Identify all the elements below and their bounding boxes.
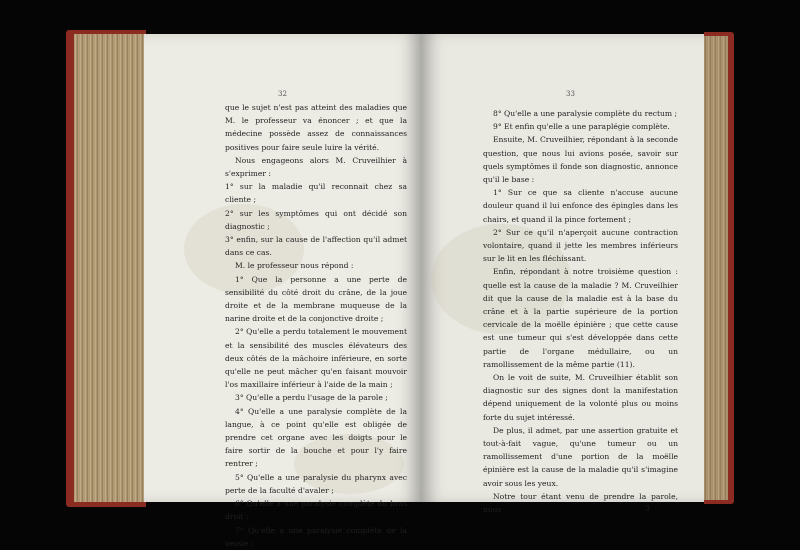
paragraph: 2° sur les symptômes qui ont décidé son diagnostic ; (225, 208, 407, 231)
paragraph: 5° Qu'elle a une paralysie du pharynx avec perte de la faculté d'avaler ; (225, 472, 407, 495)
left-page-text (225, 101, 407, 550)
paragraph: 2° Sur ce qu'il n'aperçoit aucune contraction volontaire, quand il jette les membres inférieurs sur le lit en les fléchissant. (483, 227, 678, 264)
left-page (144, 34, 421, 548)
paragraph: De plus, il admet, par une assertion gratuite et tout-à-fait vague, qu'une tumeur ou un ramollissement d'une portion de la moëlle épinière est la cause de la maladie qu'il s'imagine avoir sous les yeux. (483, 425, 678, 488)
paragraph: 8° Qu'elle a une paralysie complète du rectum ; (493, 109, 678, 118)
paragraph: 1° Sur ce que sa cliente n'accuse aucune douleur quand il lui enfonce des épingles dans les chairs, et quand il la pince fortement ; (483, 188, 678, 224)
paragraph: 4° Qu'elle a une paralysie complète de la langue, à ce point qu'elle est obligée de prendre cet organe avec les doigts pour le faire sortir de la bouche et pour l'y faire rentrer ; (225, 406, 407, 469)
paragraph: Notre tour étant venu de prendre la parole, nous (483, 491, 678, 515)
right-page-text (483, 107, 678, 517)
paragraph: M. le professeur nous répond : (235, 261, 354, 271)
paragraph: 6° Qu'elle a une paralysie complète du bras droit ; (225, 499, 407, 522)
page-number: 33 (566, 90, 575, 98)
paragraph: 9° Et enfin qu'elle a une paraplégie complète. (493, 122, 670, 132)
page-edges-right (702, 36, 728, 500)
paragraph: que le sujet n'est pas atteint des maladies que M. le professeur va énoncer ; et que la médecine possède assez de connaissances positives pour faire seule luire la vérité. (225, 103, 407, 152)
open-book (66, 30, 734, 548)
signature-mark: 3 (645, 505, 650, 514)
paragraph: 1° Que la personne a une perte de sensibilité du côté droit du crâne, de la joue droite et de la membrane muqueuse de la narine droite et de la conjonctive droite ; (225, 274, 407, 324)
paragraph: 1° sur la maladie qu'il reconnait chez sa cliente ; (225, 182, 407, 205)
paragraph: Nous engageons alors M. Cruveilhier à s'exprimer : (225, 155, 407, 179)
paragraph: 3° Qu'elle a perdu l'usage de la parole ; (235, 393, 388, 403)
paragraph: Enfin, répondant à notre troisième question : quelle est la cause de la maladie ? M. Cruveilhier dit que la cause de la maladie est à la base du crâne et à la partie supérieure de la portion cervicale de la moëlle épinière ; que cette cause est une tumeur qui s'est développée dans cette partie de l'organe médullaire, ou un ramollissement de la même partie (11). (483, 267, 678, 369)
page-edges-left (74, 34, 146, 502)
paragraph: Ensuite, M. Cruveilhier, répondant à la seconde question, que nous lui avions posée, savoir sur quels symptômes il fonde son diagnostic, annonce qu'il le base : (483, 135, 678, 185)
paragraph: On le voit de suite, M. Cruveilhier établit son diagnostic sur des signes dont la manifestation dépend uniquement de la volonté plus ou moins forte du sujet intéressé. (483, 373, 678, 422)
right-page (421, 34, 704, 515)
paragraph: 3° enfin, sur la cause de l'affection qu'il admet dans ce cas. (225, 235, 407, 258)
page-number: 32 (278, 90, 287, 98)
paragraph: 7° Qu'elle a une paralysie complète de la vessie ; (225, 525, 407, 548)
paragraph: 2° Qu'elle a perdu totalement le mouvement et la sensibilité des muscles élévateurs des deux côtés de la mâchoire inférieure, en sorte qu'elle ne peut mâcher qu'en faisant mouvoir l'os maxillaire inférieur à l'aide de la main ; (225, 327, 407, 390)
